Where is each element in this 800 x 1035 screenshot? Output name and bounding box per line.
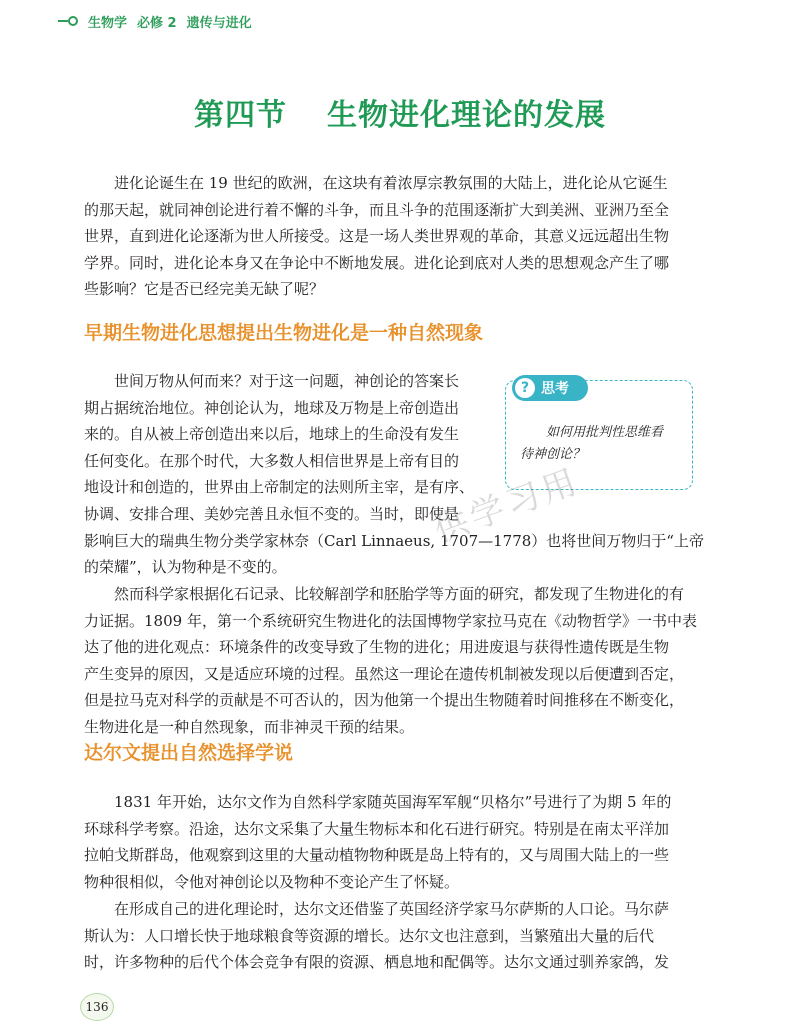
running-header	[58, 10, 252, 32]
text-line: 任何变化。在那个时代，大多数人相信世界是上帝有目的	[84, 451, 460, 470]
text-line: 力证据。1809 年，第一个系统研究生物进化的法国博物学家拉马克在《动物哲学》一书中表	[84, 611, 697, 630]
text-line: 的荣耀”，认为物种是不变的。	[84, 558, 287, 577]
text-line: 达了他的进化观点：环境条件的改变导致了生物的进化；用进废退与获得性遗传既是生物	[84, 638, 670, 657]
text-line: 期占据统治地位。神创论认为，地球及万物是上帝创造出	[84, 398, 460, 417]
section-heading-darwin: 达尔文提出自然选择学说	[84, 742, 294, 764]
think-badge	[512, 375, 588, 401]
text-line: 进化论诞生在 19 世纪的欧洲，在这块有着浓厚宗教氛围的大陆上，进化论从它诞生	[114, 174, 668, 192]
page-number: 136	[80, 993, 114, 1021]
text-line: 影响巨大的瑞典生物分类学家林奈（Carl Linnaeus, 1707—1778）也将世间万物归于“上帝	[84, 531, 704, 550]
text-line: 然而科学家根据化石记录、比较解剖学和胚胎学等方面的研究，都发现了生物进化的有	[114, 585, 685, 603]
header-unit: 遗传与进化	[186, 15, 252, 31]
section-number: 第四节	[194, 98, 287, 133]
text-line: 学界。同时，进化论本身又在争论中不断地发展。进化论到底对人类的思想观念产生了哪	[84, 253, 670, 272]
section-heading-early-evolution: 早期生物进化思想提出生物进化是一种自然现象	[84, 322, 484, 344]
watermark: 供学习用	[428, 461, 586, 551]
text-line: 时，许多物种的后代个体会竞争有限的资源、栖息地和配偶等。达尔文通过驯养家鸽，发	[84, 953, 670, 972]
text-line: 来的。自从被上帝创造出来以后，地球上的生命没有发生	[84, 425, 460, 444]
text-line: 但是拉马克对科学的贡献是不可否认的，因为他第一个提出生物随着时间推移在不断变化，	[84, 691, 685, 710]
text-line: 待神创论？	[520, 447, 586, 462]
section-name: 生物进化理论的发展	[327, 98, 606, 133]
intro-paragraph	[84, 170, 704, 303]
text-line: 产生变异的原因，又是适应环境的过程。虽然这一理论在遗传机制被发现以后便遭到否定，	[84, 664, 685, 683]
header-book: 必修 2	[137, 15, 177, 31]
text-line: 世界，直到进化论逐渐为世人所接受。这是一场人类世界观的革命，其意义远远超出生物	[84, 227, 670, 246]
section1-paragraph-2	[84, 581, 704, 741]
text-line: 的那天起，就同神创论进行着不懈的斗争，而且斗争的范围逐渐扩大到美洲、亚洲乃至全	[84, 200, 670, 219]
text-line: 生物进化是一种自然现象，而非神灵干预的结果。	[84, 717, 415, 736]
section2-paragraph-2	[84, 896, 704, 976]
text-line: 些影响？它是否已经完美无缺了呢？	[84, 280, 325, 299]
question-icon: ?	[515, 378, 535, 398]
text-line: 在形成自己的进化理论时，达尔文还借鉴了英国经济学家马尔萨斯的人口论。马尔萨	[114, 900, 670, 918]
header-subject: 生物学	[88, 15, 128, 31]
text-line: 环球科学考察。沿途，达尔文采集了大量生物标本和化石进行研究。特别是在南太平洋加	[84, 819, 670, 838]
text-line: 世间万物从何而来？对于这一问题，神创论的答案长	[114, 372, 460, 390]
text-line: 物种很相似，令他对神创论以及物种不变论产生了怀疑。	[84, 872, 460, 891]
text-line: 如何用批判性思维看	[546, 425, 664, 440]
page-title	[0, 90, 800, 134]
text-line: 拉帕戈斯群岛，他观察到这里的大量动植物物种既是岛上特有的，又与周围大陆上的一些	[84, 846, 670, 865]
think-label: 思考	[541, 381, 569, 397]
text-line: 斯认为：人口增长快于地球粮食等资源的增长。达尔文也注意到，当繁殖出大量的后代	[84, 926, 655, 945]
think-question	[520, 422, 680, 466]
text-line: 地设计和创造的，世界由上帝制定的法则所主宰，是有序、	[84, 478, 475, 497]
header-ornament-icon	[58, 16, 78, 26]
text-line: 1831 年开始，达尔文作为自然科学家随英国海军军舰“贝格尔”号进行了为期 5 年的	[114, 793, 672, 811]
text-line: 协调、安排合理、美妙完善且永恒不变的。当时，即使是	[84, 504, 460, 523]
section2-paragraph-1	[84, 789, 704, 895]
